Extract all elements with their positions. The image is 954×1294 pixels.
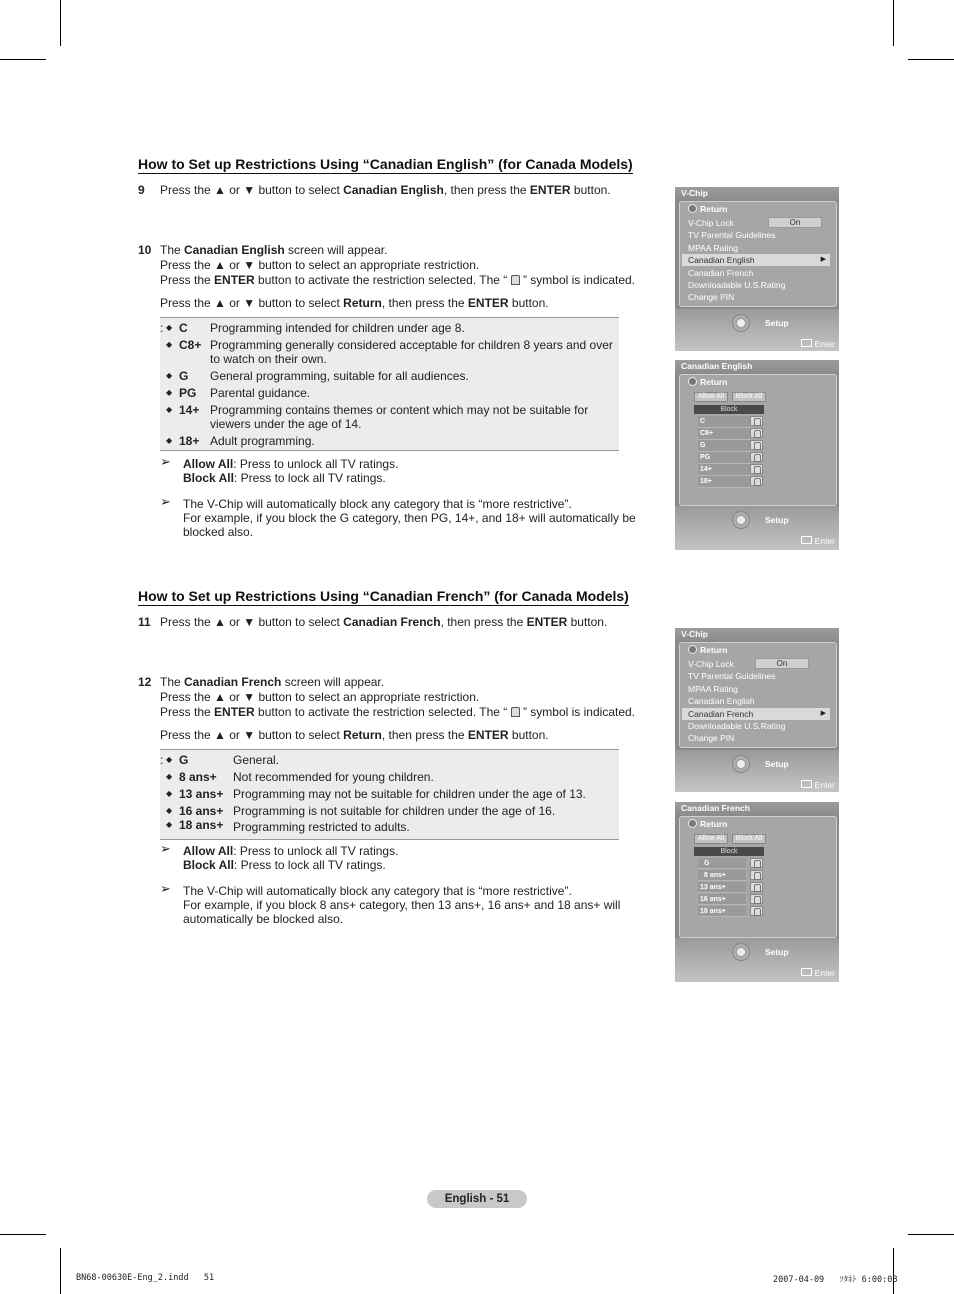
note-vchip-auto-block: ➢ The V-Chip will automatically block any category that is “more restrictive”. For example, if you block 8 ans+ category, then 13 ans+, 16 ans+ and 18 ans+ will automatically be blocked also. bbox=[160, 881, 621, 926]
menu-item-tv-parental[interactable]: TV Parental Guidelines bbox=[688, 671, 776, 681]
crop-mark bbox=[893, 1248, 894, 1294]
step-9: 9 Press the ▲ or ▼ button to select Canadian English, then press the ENTER button. bbox=[138, 183, 611, 197]
setup-label: Setup bbox=[765, 318, 789, 328]
rating-row-18ans[interactable]: 18 ans+ bbox=[698, 906, 746, 917]
lock-icon[interactable] bbox=[750, 870, 763, 880]
step-10: 10 The Canadian English screen will appear. Press the ▲ or ▼ button to select an appropriate restriction. Press the ENTER button to activate the restriction selected. The “ ” symbol is indicated. Press the ▲ or ▼ button to select Return, then press the ENTER button. bbox=[138, 243, 636, 310]
crop-mark bbox=[893, 0, 894, 46]
menu-item-change-pin[interactable]: Change PIN bbox=[688, 292, 735, 302]
return-button[interactable]: Return bbox=[688, 204, 727, 214]
menu-item-mpaa[interactable]: MPAA Rating bbox=[688, 243, 738, 253]
setup-gear-icon bbox=[732, 943, 750, 961]
vchip-menu-screen bbox=[675, 628, 839, 792]
rating-row-18[interactable]: 18+ bbox=[698, 476, 750, 488]
enter-icon bbox=[801, 339, 812, 347]
setup-gear-icon bbox=[732, 755, 750, 773]
screen-footer bbox=[675, 938, 839, 982]
menu-item-canadian-english[interactable]: Canadian English bbox=[688, 696, 755, 706]
menu-item-vchip-lock[interactable]: V-Chip Lock bbox=[688, 659, 734, 669]
block-column-header: Block bbox=[694, 847, 764, 856]
screen-footer bbox=[675, 506, 839, 550]
print-date-info: 2007-04-09 ｿﾀﾈﾄ 6:00:08 bbox=[773, 1275, 898, 1285]
allow-all-button[interactable]: Allow All bbox=[694, 834, 728, 844]
lock-icon bbox=[511, 707, 520, 717]
vchip-menu-screen bbox=[675, 187, 839, 351]
lock-icon[interactable] bbox=[750, 464, 763, 474]
enter-hint: Enter bbox=[801, 339, 835, 349]
rating-row-8ans[interactable]: 8 ans+ bbox=[698, 870, 746, 881]
lock-icon[interactable] bbox=[750, 416, 763, 426]
enter-icon bbox=[801, 968, 812, 976]
section-heading-canadian-french: How to Set up Restrictions Using “Canadian French” (for Canada Models) bbox=[138, 588, 629, 604]
rating-row-c[interactable]: C bbox=[698, 416, 750, 428]
return-button[interactable]: Return bbox=[688, 377, 727, 387]
lock-icon[interactable] bbox=[750, 428, 763, 438]
menu-item-mpaa[interactable]: MPAA Rating bbox=[688, 684, 738, 694]
note-arrow-icon: ➢ bbox=[160, 841, 171, 856]
canadian-english-screen bbox=[675, 360, 839, 550]
return-icon bbox=[688, 645, 697, 654]
menu-panel bbox=[679, 201, 837, 307]
lock-icon[interactable] bbox=[750, 906, 763, 916]
setup-label: Setup bbox=[765, 947, 789, 957]
block-all-button[interactable]: Block All bbox=[732, 392, 766, 402]
ratings-panel bbox=[679, 816, 837, 938]
crop-mark bbox=[908, 1234, 954, 1235]
rating-row-pg[interactable]: PG bbox=[698, 452, 750, 464]
enter-icon bbox=[801, 780, 812, 788]
menu-item-downloadable[interactable]: Downloadable U.S.Rating bbox=[688, 721, 786, 731]
menu-item-downloadable[interactable]: Downloadable U.S.Rating bbox=[688, 280, 786, 290]
note-arrow-icon: ➢ bbox=[160, 494, 171, 509]
allow-all-button[interactable]: Allow All bbox=[694, 392, 728, 402]
rating-row-14[interactable]: 14+ bbox=[698, 464, 750, 476]
enter-hint: Enter bbox=[801, 968, 835, 978]
rating-row-g[interactable]: G bbox=[698, 440, 750, 452]
step-number: 10 bbox=[138, 243, 152, 257]
return-icon bbox=[688, 377, 697, 386]
table-row: ◆ G : General. bbox=[160, 753, 280, 767]
crop-mark bbox=[60, 0, 61, 46]
note-arrow-icon: ➢ bbox=[160, 454, 171, 469]
menu-item-canadian-french[interactable]: Canadian French ▶ bbox=[682, 708, 830, 720]
crop-mark bbox=[0, 1234, 46, 1235]
setup-gear-icon bbox=[732, 314, 750, 332]
step-12: 12 The Canadian French screen will appear. Press the ▲ or ▼ button to select an appropriate restriction. Press the ENTER button to activate the restriction selected. The “ ” symbol is indicated. Press the ▲ or ▼ button to select Return, then press the ENTER button. bbox=[138, 675, 636, 742]
vchip-lock-value[interactable]: On bbox=[768, 217, 822, 228]
lock-icon bbox=[511, 275, 520, 285]
step-number: 11 bbox=[138, 615, 151, 629]
lock-icon[interactable] bbox=[750, 452, 763, 462]
canadian-french-screen bbox=[675, 802, 839, 982]
lock-icon[interactable] bbox=[750, 882, 763, 892]
canadian-english-ratings-table: ◆ C : Programming intended for children under age 8. ◆ C8+ Programming generally considered acceptable for children 8 years and over to watch on their own. ◆ G General programming, suitable for all audiences. ◆ PG Parental guidance. ◆ 14+ Programming contains themes or content which may not be suitable for viewers under the age of 14. ◆ 18+ Adult programming. bbox=[160, 317, 619, 451]
menu-item-canadian-french[interactable]: Canadian French bbox=[688, 268, 754, 278]
screen-footer bbox=[675, 309, 839, 351]
crop-mark bbox=[60, 1248, 61, 1294]
menu-item-vchip-lock[interactable]: V-Chip Lock bbox=[688, 218, 734, 228]
return-button[interactable]: Return bbox=[688, 645, 727, 655]
menu-panel bbox=[679, 642, 837, 748]
screen-title: V-Chip bbox=[675, 187, 839, 200]
ratings-panel bbox=[679, 374, 837, 506]
setup-label: Setup bbox=[765, 759, 789, 769]
print-file-info: BN68-00630E-Eng_2.indd 51 bbox=[76, 1273, 215, 1283]
rating-row-16ans[interactable]: 16 ans+ bbox=[698, 894, 746, 905]
rating-row-g[interactable]: G bbox=[698, 858, 746, 869]
crop-mark bbox=[908, 59, 954, 60]
menu-item-canadian-english[interactable]: Canadian English ▶ bbox=[682, 254, 830, 266]
note-vchip-auto-block: ➢ The V-Chip will automatically block any category that is “more restrictive”. For example, if you block the G category, then PG, 14+, and 18+ will automatically be blocked also. bbox=[160, 494, 636, 539]
crop-mark bbox=[0, 59, 46, 60]
screen-footer bbox=[675, 750, 839, 792]
screen-title: V-Chip bbox=[675, 628, 839, 641]
return-button[interactable]: Return bbox=[688, 819, 727, 829]
table-row: ◆ C : Programming intended for children under age 8. bbox=[160, 321, 465, 335]
vchip-lock-value[interactable]: On bbox=[755, 658, 809, 669]
enter-hint: Enter bbox=[801, 536, 835, 546]
enter-icon bbox=[801, 536, 812, 544]
menu-item-tv-parental[interactable]: TV Parental Guidelines bbox=[688, 230, 776, 240]
lock-icon[interactable] bbox=[750, 476, 763, 486]
screen-title: Canadian French bbox=[675, 802, 839, 815]
step-11: 11 Press the ▲ or ▼ button to select Canadian French, then press the ENTER button. bbox=[138, 615, 608, 629]
setup-gear-icon bbox=[732, 511, 750, 529]
return-icon bbox=[688, 819, 697, 828]
step-number: 9 bbox=[138, 183, 145, 197]
section-heading-canadian-english: How to Set up Restrictions Using “Canadian English” (for Canada Models) bbox=[138, 156, 633, 172]
lock-icon[interactable] bbox=[750, 858, 763, 868]
rating-row-c8[interactable]: C8+ bbox=[698, 428, 750, 440]
note-allow-block: ➢ Allow All: Press to unlock all TV ratings. Block All: Press to lock all TV ratings. bbox=[160, 841, 399, 872]
note-allow-block: ➢ Allow All: Press to unlock all TV ratings. Block All: Press to lock all TV ratings. bbox=[160, 454, 399, 485]
canadian-french-ratings-table: ◆ G : General. ◆ 8 ans+ Not recommended for young children. ◆ 13 ans+ Programming may not be suitable for children under the age of 13. ◆ 16 ans+ Programming is not suitable for children under the age of 16. ◆ 18 ans+ Programming restricted to adults. bbox=[160, 749, 619, 840]
screen-title: Canadian English bbox=[675, 360, 839, 373]
arrow-right-icon: ▶ bbox=[820, 710, 826, 717]
lock-icon[interactable] bbox=[750, 440, 763, 450]
block-column-header: Block bbox=[694, 405, 764, 414]
rating-row-13ans[interactable]: 13 ans+ bbox=[698, 882, 746, 893]
note-arrow-icon: ➢ bbox=[160, 881, 171, 896]
arrow-right-icon: ▶ bbox=[820, 256, 826, 263]
block-all-button[interactable]: Block All bbox=[732, 834, 766, 844]
return-icon bbox=[688, 204, 697, 213]
lock-icon[interactable] bbox=[750, 894, 763, 904]
enter-hint: Enter bbox=[801, 780, 835, 790]
page-number-badge: English - 51 bbox=[427, 1190, 527, 1208]
menu-item-change-pin[interactable]: Change PIN bbox=[688, 733, 735, 743]
setup-label: Setup bbox=[765, 515, 789, 525]
step-number: 12 bbox=[138, 675, 152, 689]
